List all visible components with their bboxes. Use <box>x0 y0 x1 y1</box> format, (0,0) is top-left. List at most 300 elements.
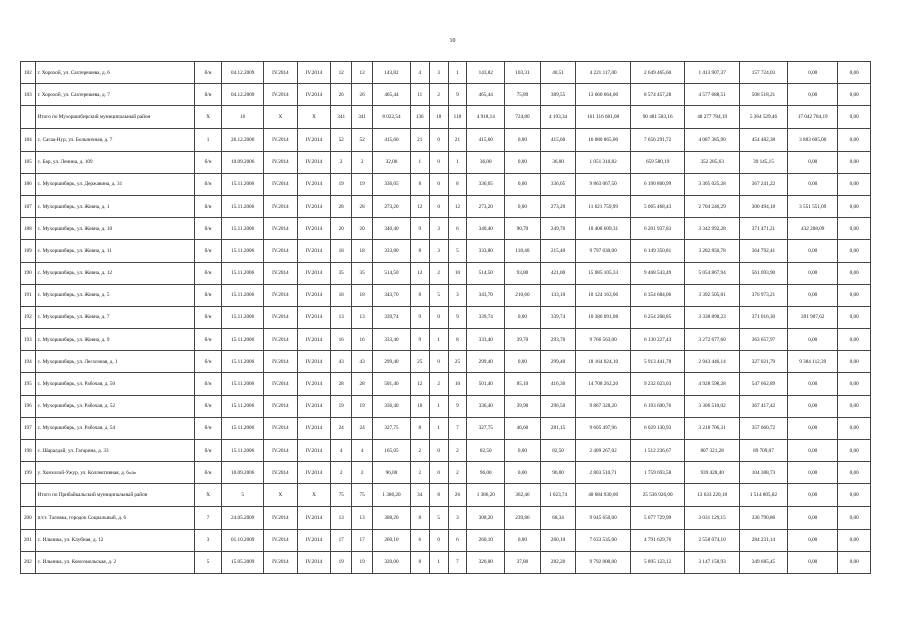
table-cell: 34 <box>410 484 429 507</box>
table-cell: 183 <box>21 84 36 106</box>
table-cell: 340,40 <box>373 218 411 240</box>
table-cell: 12 <box>410 262 429 284</box>
table-cell: б/н <box>194 284 221 306</box>
table-cell: 15.11.2006 <box>222 195 264 217</box>
table-cell: с. Мухоршибирь, ул. Жовна, д. 11 <box>35 240 194 262</box>
table-cell: 0,00 <box>838 195 871 217</box>
table-cell: 6 193 600,76 <box>630 395 685 417</box>
table-cell: IV.2014 <box>297 440 331 462</box>
table-cell: 35 <box>331 262 352 284</box>
table-cell: б/н <box>194 173 221 195</box>
table-cell: IV.2014 <box>264 129 298 151</box>
page-number: 10 <box>449 38 456 44</box>
table-cell: 14 708 262,20 <box>576 373 631 395</box>
table-cell: IV.2014 <box>264 351 298 373</box>
table-cell: с. Мухоршибирь, ул. Рабочая, д. 54 <box>35 417 194 439</box>
table-cell: 273,20 <box>540 195 576 217</box>
table-cell: 340,40 <box>467 218 505 240</box>
table-cell: 194 <box>21 351 36 373</box>
total-row <box>21 484 871 507</box>
table-cell: 0,00 <box>788 440 838 462</box>
table-cell: 82,50 <box>540 440 576 462</box>
table-cell: 18 <box>352 284 373 306</box>
table-cell: 195 <box>21 373 36 395</box>
table-cell: 197 <box>21 417 36 439</box>
table-cell: 75 <box>352 484 373 507</box>
table-cell: 0,00 <box>788 262 838 284</box>
table-cell: 28 <box>331 373 352 395</box>
table-cell: 0,00 <box>838 529 871 551</box>
table-cell: 9 <box>410 306 429 328</box>
table-cell: с. Мухоршибирь, ул. Жовна, д. 10 <box>35 218 194 240</box>
table-cell: IV.2014 <box>264 507 298 529</box>
table-cell: 0,00 <box>788 329 838 351</box>
table-cell: 333,80 <box>467 240 505 262</box>
table-cell: 0,00 <box>505 351 541 373</box>
table-cell: 0,00 <box>788 151 838 173</box>
table-cell: с. Сагаа-Нур, ул. Больничная, д. 7 <box>35 129 194 151</box>
table-cell: IV.2014 <box>264 529 298 551</box>
table-cell: 3 883 605,00 <box>788 129 838 151</box>
table-cell: 0,00 <box>838 284 871 306</box>
table-cell: с. Мухоршибирь, ул. Жовна, д. 5 <box>35 284 194 306</box>
table-cell: 52 <box>331 129 352 151</box>
table-cell: 341 <box>331 106 352 129</box>
table-cell: 1 023,74 <box>540 484 576 507</box>
table-cell: 9 045 650,00 <box>576 507 631 529</box>
table-cell: 184 <box>21 129 36 151</box>
table-cell: 0,00 <box>838 218 871 240</box>
table-cell: с. Шаралдай, ул. Гагарина, д. 33 <box>35 440 194 462</box>
table-cell: 939 428,40 <box>685 462 740 484</box>
table-cell: 2 <box>429 262 448 284</box>
table-cell: б/н <box>194 262 221 284</box>
table-cell: 36,00 <box>540 151 576 173</box>
table-cell: 0 <box>429 440 448 462</box>
table-cell: 5 <box>194 551 221 573</box>
table-cell: 3 218 706,31 <box>685 417 740 439</box>
table-cell: IV.2014 <box>264 262 298 284</box>
table-cell: 15.11.2006 <box>222 440 264 462</box>
table-cell: 432 208,09 <box>788 218 838 240</box>
table-cell: 157 724,03 <box>739 62 787 84</box>
table-cell: 9 792 000,00 <box>576 551 631 573</box>
table-cell: 8 <box>410 173 429 195</box>
table-cell: 341 <box>352 106 373 129</box>
table-cell: 7 <box>448 551 467 573</box>
table-cell: 2 409 267,02 <box>576 440 631 462</box>
table-cell: 9 <box>410 218 429 240</box>
table-cell: 5 677 729,99 <box>630 507 685 529</box>
table-cell: 293,70 <box>540 329 576 351</box>
table-row <box>21 195 871 217</box>
table-cell: X <box>297 106 331 129</box>
table-cell: 0 <box>429 151 448 173</box>
table-cell: 3 <box>429 62 448 84</box>
table-cell: 3 <box>448 507 467 529</box>
table-cell: 2 943 446,14 <box>685 351 740 373</box>
table-cell: 260,10 <box>467 529 505 551</box>
table-cell: 0,00 <box>838 507 871 529</box>
table-cell: б/н <box>194 462 221 484</box>
table-row <box>21 417 871 439</box>
table-cell: 202 <box>21 551 36 573</box>
table-cell: IV.2014 <box>297 173 331 195</box>
table-cell: 415,60 <box>467 129 505 151</box>
table-cell: 1 <box>410 151 429 173</box>
table-cell: 514,50 <box>373 262 411 284</box>
table-cell: 20 <box>352 218 373 240</box>
table-cell: 357 660,72 <box>739 417 787 439</box>
table-cell: IV.2014 <box>297 84 331 106</box>
table-cell: 320,00 <box>373 551 411 573</box>
table-cell: 0,00 <box>838 484 871 507</box>
table-cell: IV.2014 <box>297 62 331 84</box>
table-cell: 3 <box>448 284 467 306</box>
table-cell: 7 656 291,72 <box>630 129 685 151</box>
table-cell: 46,60 <box>505 417 541 439</box>
table-cell: 93,80 <box>505 262 541 284</box>
table-cell: 6 029 130,93 <box>630 417 685 439</box>
table-cell: 17 <box>331 529 352 551</box>
table-cell: 3 282 856,78 <box>685 240 740 262</box>
table-cell: б/н <box>194 62 221 84</box>
table-cell: 1 512 236,67 <box>630 440 685 462</box>
table-cell: 1 <box>448 62 467 84</box>
table-cell: IV.2014 <box>264 151 298 173</box>
table-cell: 320,00 <box>467 551 505 573</box>
table-cell: 0,00 <box>788 84 838 106</box>
table-cell: 4 221 117,00 <box>576 62 631 84</box>
table-cell: 3 306 510,02 <box>685 395 740 417</box>
table-cell: 6 <box>448 218 467 240</box>
table-cell: 336,40 <box>373 395 411 417</box>
table-cell: 339,74 <box>540 306 576 328</box>
table-cell: 336,05 <box>467 173 505 195</box>
table-cell: 52 <box>352 129 373 151</box>
table-cell: IV.2014 <box>264 440 298 462</box>
table-cell: 4 <box>331 440 352 462</box>
table-cell: 26 <box>331 84 352 106</box>
table-cell: б/н <box>194 306 221 328</box>
table-cell: 10 <box>410 395 429 417</box>
table-cell: 7 633 535,00 <box>576 529 631 551</box>
table-cell: 24.05.2009 <box>222 507 264 529</box>
table-cell: с. Ильинка, ул. Клубная, д. 12 <box>35 529 194 551</box>
table-cell: 5 065 468,43 <box>630 195 685 217</box>
table-cell: 28 <box>331 195 352 217</box>
table-cell: 2 <box>410 462 429 484</box>
table-cell: IV.2014 <box>264 417 298 439</box>
table-cell: 186 <box>21 173 36 195</box>
table-cell: 26.12.2006 <box>222 129 264 151</box>
table-cell: 25 <box>448 351 467 373</box>
table-row <box>21 262 871 284</box>
table-cell: 18 <box>352 240 373 262</box>
table-cell: 215,40 <box>540 240 576 262</box>
table-cell: 6 130 227,43 <box>630 329 685 351</box>
table-cell: 336,05 <box>540 173 576 195</box>
table-cell: п/ст. Таловка, городок Социальный, д. 6 <box>35 507 194 529</box>
table-cell: у. Хонхолой-Ужур, ул. Коллективная, д. 6«а» <box>35 462 194 484</box>
table-cell: 3 305 025,28 <box>685 173 740 195</box>
table-cell: 0,00 <box>838 395 871 417</box>
table-cell: 15.11.2006 <box>222 284 264 306</box>
table-cell: 0,00 <box>838 106 871 129</box>
table-cell: с. Мухоршибирь, ул. Лесхозная, д. 1 <box>35 351 194 373</box>
table-cell: 15 085 105,33 <box>576 262 631 284</box>
table-cell: 28 <box>352 195 373 217</box>
table-cell: IV.2014 <box>264 195 298 217</box>
table-cell: 12 <box>448 195 467 217</box>
table-cell: 547 662,89 <box>739 373 787 395</box>
table-cell: IV.2014 <box>297 462 331 484</box>
table-cell: 7 <box>194 507 221 529</box>
table-cell: IV.2014 <box>264 462 298 484</box>
table-cell: 1 <box>429 551 448 573</box>
table-cell: IV.2014 <box>264 306 298 328</box>
table-cell: 0,00 <box>838 262 871 284</box>
table-cell: IV.2014 <box>264 240 298 262</box>
table-cell: 367 417,42 <box>739 395 787 417</box>
table-cell: 333,40 <box>373 329 411 351</box>
table-cell: X <box>264 484 298 507</box>
table-cell: 3 551 551,09 <box>788 195 838 217</box>
table-cell: 260,10 <box>540 529 576 551</box>
table-cell: 0,00 <box>838 129 871 151</box>
table-body <box>21 62 871 574</box>
table-cell: б/н <box>194 440 221 462</box>
table-cell: 3 <box>194 529 221 551</box>
table-row <box>21 329 871 351</box>
table-cell: 807 321,28 <box>685 440 740 462</box>
table-cell: 18 <box>331 284 352 306</box>
table-cell: IV.2014 <box>297 529 331 551</box>
table-cell: 9 863 067,50 <box>576 173 631 195</box>
table-cell: 1 759 693,58 <box>630 462 685 484</box>
table-cell: 363 657,97 <box>739 329 787 351</box>
table-cell: 210,60 <box>505 284 541 306</box>
table-cell: 8 <box>410 240 429 262</box>
table-cell: 15.11.2006 <box>222 240 264 262</box>
table-cell: 389,55 <box>540 84 576 106</box>
table-cell: 193 <box>21 329 36 351</box>
table-cell: 39,70 <box>505 329 541 351</box>
table-cell: 0,00 <box>788 417 838 439</box>
table-cell: 308,20 <box>467 507 505 529</box>
table-cell: X <box>194 484 221 507</box>
table-cell: 6 149 350,81 <box>630 240 685 262</box>
table-row <box>21 151 871 173</box>
table-cell: 68,34 <box>540 507 576 529</box>
table-cell: 01.10.2009 <box>222 529 264 551</box>
table-cell: 299,40 <box>373 351 411 373</box>
table-cell: 15.11.2006 <box>222 306 264 328</box>
table-cell: 1 <box>429 417 448 439</box>
table-cell: 10 <box>448 262 467 284</box>
table-cell: 6 <box>410 529 429 551</box>
table-cell: 200 <box>21 507 36 529</box>
table-cell: 104 388,73 <box>739 462 787 484</box>
table-cell: 0,00 <box>838 84 871 106</box>
table-cell: IV.2014 <box>297 195 331 217</box>
table-cell: 9 766 563,00 <box>576 329 631 351</box>
table-cell: 10.09.2006 <box>222 462 264 484</box>
table-cell: 1 <box>448 151 467 173</box>
table-cell: 0,00 <box>838 62 871 84</box>
table-cell: 199 <box>21 462 36 484</box>
table-cell: 187 <box>21 195 36 217</box>
table-cell: 0,00 <box>838 151 871 173</box>
table-cell: 10 408 609,31 <box>576 218 631 240</box>
table-cell: 724,80 <box>505 106 541 129</box>
table-cell: 13 <box>352 306 373 328</box>
table-row <box>21 284 871 306</box>
table-cell: IV.2014 <box>297 306 331 328</box>
table-cell: 19 <box>331 173 352 195</box>
table-cell: 4 <box>410 62 429 84</box>
table-cell: 2 <box>410 440 429 462</box>
table-cell: 421,00 <box>540 262 576 284</box>
table-cell: 0,00 <box>505 529 541 551</box>
table-cell: 18 <box>429 106 448 129</box>
table-cell: 0,00 <box>838 417 871 439</box>
table-cell: 465,44 <box>373 84 411 106</box>
table-cell: 0,00 <box>788 551 838 573</box>
table-cell: 454 482,38 <box>739 129 787 151</box>
table-cell: 5 364 529,46 <box>739 106 787 129</box>
table-cell: 0,00 <box>838 351 871 373</box>
table-cell: с. Мухоршибирь, ул. Жовна, д. 9 <box>35 329 194 351</box>
table-cell: 201 <box>21 529 36 551</box>
table-cell: 16 <box>331 329 352 351</box>
table-cell: 3 392 505,81 <box>685 284 740 306</box>
table-cell: IV.2014 <box>264 395 298 417</box>
table-cell: б/н <box>194 373 221 395</box>
table-cell: 04.12.2009 <box>222 62 264 84</box>
table-cell <box>21 106 36 129</box>
table-cell: 9 797 030,00 <box>576 240 631 262</box>
table-cell: 48 277 784,19 <box>685 106 740 129</box>
table-cell: 19 <box>352 173 373 195</box>
table-cell: 0,00 <box>788 395 838 417</box>
table-row <box>21 62 871 84</box>
table-cell: 96,00 <box>373 462 411 484</box>
table-cell: 189 <box>21 240 36 262</box>
table-cell: 28 <box>352 373 373 395</box>
table-cell: 249,70 <box>540 218 576 240</box>
table-cell: 415,60 <box>540 129 576 151</box>
table-cell: 4 577 688,51 <box>685 84 740 106</box>
table-cell: 0,00 <box>788 173 838 195</box>
table-cell: 0 <box>429 129 448 151</box>
table-cell: 35 <box>352 262 373 284</box>
table-cell: г. Хорохой, ул. Сахтерешева, д. 6 <box>35 62 194 84</box>
table-cell: 10 386 091,08 <box>576 306 631 328</box>
table-cell: 15.11.2006 <box>222 373 264 395</box>
table-cell: 0 <box>429 173 448 195</box>
table-row <box>21 129 871 151</box>
table-cell: 10 <box>448 373 467 395</box>
table-cell: 2 <box>448 440 467 462</box>
table-cell: 9 867 328,20 <box>576 395 631 417</box>
table-cell: IV.2014 <box>264 173 298 195</box>
table-cell: IV.2014 <box>297 284 331 306</box>
table-cell: 2 <box>331 151 352 173</box>
table-cell: 362,46 <box>505 484 541 507</box>
table-cell: 0,00 <box>838 551 871 573</box>
table-cell: 89 709,07 <box>739 440 787 462</box>
table-cell: 2 649 465,60 <box>630 62 685 84</box>
table-cell: б/н <box>194 84 221 106</box>
table-cell: 352 285,63 <box>685 151 740 173</box>
table-cell: 5 913 441,78 <box>630 351 685 373</box>
table-cell: 143,82 <box>373 62 411 84</box>
table-cell: 9 384 112,39 <box>788 351 838 373</box>
table-cell: 12 <box>331 62 352 84</box>
table-cell: 296,50 <box>540 395 576 417</box>
table-cell: 6 201 937,83 <box>630 218 685 240</box>
table-cell: 2 <box>352 462 373 484</box>
table-cell: 0,00 <box>505 440 541 462</box>
table-cell: 0,00 <box>838 173 871 195</box>
table-cell: 16 <box>222 106 264 129</box>
table-cell: 336,05 <box>373 173 411 195</box>
table-cell: б/н <box>194 395 221 417</box>
table-cell: 371 471,21 <box>739 218 787 240</box>
table-cell: 15.11.2006 <box>222 417 264 439</box>
table-cell: с. Мухоршибирь, ул. Жовна, д. 12 <box>35 262 194 284</box>
table-cell: 260,10 <box>373 529 411 551</box>
table-cell: 26 <box>448 484 467 507</box>
table-cell: 8 <box>429 484 448 507</box>
table-cell: 5 <box>448 240 467 262</box>
table-cell: 16 <box>352 329 373 351</box>
table-cell: б/н <box>194 218 221 240</box>
table-cell: 182 <box>21 62 36 84</box>
table-cell: 0,00 <box>788 62 838 84</box>
table-cell: с. Ильинка, ул. Комсомольская, д. 2 <box>35 551 194 573</box>
table-cell: 5 895 123,12 <box>630 551 685 573</box>
table-cell: 43 <box>352 351 373 373</box>
table-cell: 13 <box>331 507 352 529</box>
table-cell: 4 193,34 <box>540 106 576 129</box>
table-cell: 308,20 <box>373 507 411 529</box>
table-cell: 4 928 598,28 <box>685 373 740 395</box>
table-cell: 9 <box>448 306 467 328</box>
table-cell: IV.2014 <box>297 373 331 395</box>
table-cell: 118 <box>448 106 467 129</box>
table-cell: X <box>194 106 221 129</box>
table-cell: 0,00 <box>505 129 541 151</box>
table-cell: 04.12.2009 <box>222 84 264 106</box>
table-cell: 343,70 <box>373 284 411 306</box>
table-cell: 0,00 <box>505 306 541 328</box>
table-cell: IV.2014 <box>297 351 331 373</box>
table-cell: 103,31 <box>505 62 541 84</box>
table-cell: 161 116 681,00 <box>576 106 631 129</box>
table-cell: 336,40 <box>467 395 505 417</box>
table-cell: 2 803 510,71 <box>576 462 631 484</box>
table-cell: 3 272 677,60 <box>685 329 740 351</box>
table-cell: 9 <box>448 395 467 417</box>
table-cell: IV.2014 <box>297 507 331 529</box>
table-cell: 13 <box>352 507 373 529</box>
table-cell: 1 386,20 <box>467 484 505 507</box>
table-cell: 17 042 784,19 <box>788 106 838 129</box>
table-cell: 1 <box>429 329 448 351</box>
table-cell: б/н <box>194 195 221 217</box>
